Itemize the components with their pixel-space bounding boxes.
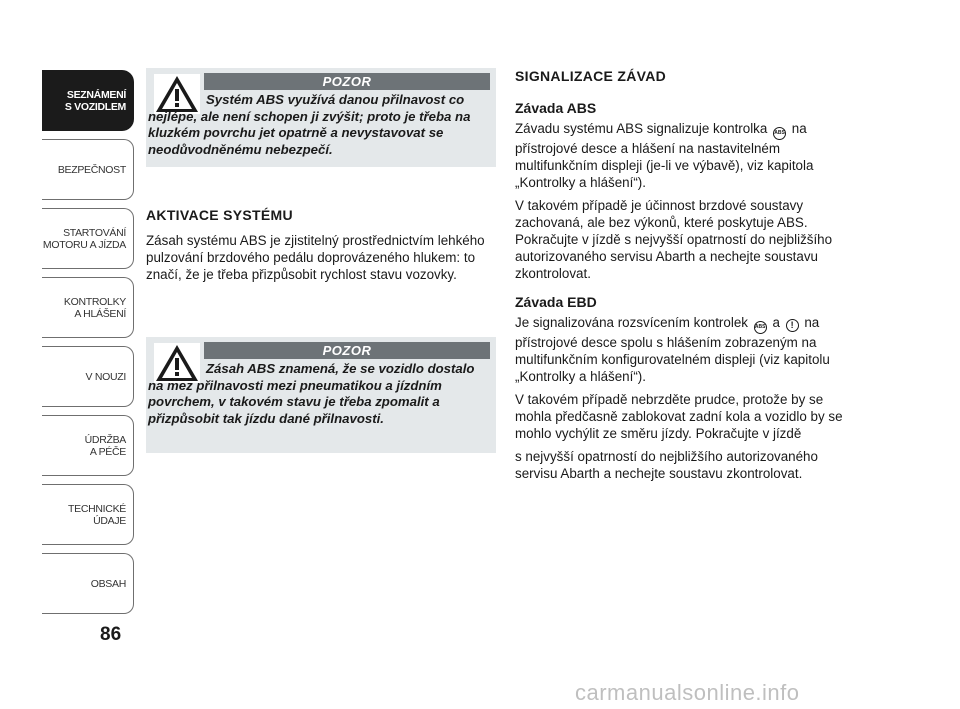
- warning-box-abs-limit: [146, 337, 496, 453]
- section-paragraph: Zásah systému ABS je zjistitelný prostřednictvím lehkého pulzování brzdového pedálu doprovázeného hlukem: to značí, že je třeba přizpůsobit rychlost stavu vozovky.: [146, 233, 485, 282]
- warning-title: POZOR: [204, 342, 490, 359]
- abs-fault-paragraph-1: [515, 120, 860, 191]
- tab-kontrolky-a-hlaseni[interactable]: KONTROLKY A HLÁŠENÍ: [42, 277, 134, 338]
- text-fragment: a: [772, 315, 780, 330]
- text-fragment: na přístrojové desce spolu s hlášením zobrazeným na multifunkčním konfigurovatelném displeji (viz kapitolu „Kontrolky a hlášení“).: [515, 315, 830, 384]
- subheading-ebd-fault: Závada EBD: [515, 294, 597, 310]
- tab-obsah[interactable]: OBSAH: [42, 553, 134, 614]
- warning-text: Systém ABS využívá danou přilnavost co nejlépe, ale není schopen ji zvýšit; proto je třeba na kluzkém povrchu jet opatrně a nevystavovat se neodůvodněnému nebezpečí.: [148, 92, 471, 157]
- brake-warning-lamp-icon: !: [786, 319, 799, 332]
- watermark: carmanualsonline.info: [575, 680, 800, 705]
- page-number: 86: [100, 624, 122, 645]
- abs-lamp-icon: ABS: [773, 127, 786, 140]
- abs-lamp-icon: ABS: [754, 321, 767, 334]
- tab-v-nouzi[interactable]: V NOUZI: [42, 346, 134, 407]
- tab-bezpecnost[interactable]: BEZPEČNOST: [42, 139, 134, 200]
- section-heading: SIGNALIZACE ZÁVAD: [515, 68, 667, 84]
- tab-technicke-udaje[interactable]: TECHNICKÉ ÚDAJE: [42, 484, 134, 545]
- subheading-abs-fault: Závada ABS: [515, 100, 597, 116]
- tab-udrzba-a-pece[interactable]: ÚDRŽBA A PÉČE: [42, 415, 134, 476]
- tab-seznameni-s-vozidlem[interactable]: SEZNÁMENÍ S VOZIDLEM: [42, 70, 134, 131]
- section-activation: [146, 207, 491, 289]
- tab-startovani-motoru[interactable]: STARTOVÁNÍ MOTORU A JÍZDA: [42, 208, 134, 269]
- text-fragment: na přístrojové desce a hlášení na nastavitelném multifunkčním displeji (je-li ve výbavě), viz kapitola „Kontrolky a hlášení“).: [515, 121, 814, 190]
- section-heading: AKTIVACE SYSTÉMU: [146, 207, 293, 223]
- text-fragment: Závadu systému ABS signalizuje kontrolka: [515, 121, 768, 136]
- chapter-tabs: [42, 70, 134, 622]
- text-fragment: Je signalizována rozsvícením kontrolek: [515, 315, 748, 330]
- warning-text: Zásah ABS znamená, že se vozidlo dostalo na mez přilnavosti mezi pneumatikou a jízdním povrchem, v takovém stavu je třeba zpomalit a přizpůsobit tak jízdu dané přilnavosti.: [148, 361, 475, 426]
- abs-fault-paragraph-2: V takovém případě je účinnost brzdové soustavy zachovaná, ale bez výkonů, které poskytuje ABS. Pokračujte v jízdě s nejvyšší opatrností do nejbližšího autorizovaného servisu Abarth a nechejte soustavu zkontrolovat.: [515, 198, 833, 281]
- ebd-fault-paragraph-3: s nejvyšší opatrností do nejbližšího autorizovaného servisu Abarth a nechejte soustavu zkontrolovat.: [515, 449, 818, 481]
- warning-title: POZOR: [204, 73, 490, 90]
- ebd-fault-paragraph-1: [515, 314, 860, 385]
- warning-box-abs-grip: [146, 68, 496, 167]
- section-fault-signaling: [515, 68, 860, 488]
- ebd-fault-paragraph-2: V takovém případě nebrzděte prudce, protože by se mohla předčasně zablokovat zadní kola a vozidlo by se mohlo vychýlit ze směru jízdy. Pokračujte v jízdě: [515, 392, 843, 441]
